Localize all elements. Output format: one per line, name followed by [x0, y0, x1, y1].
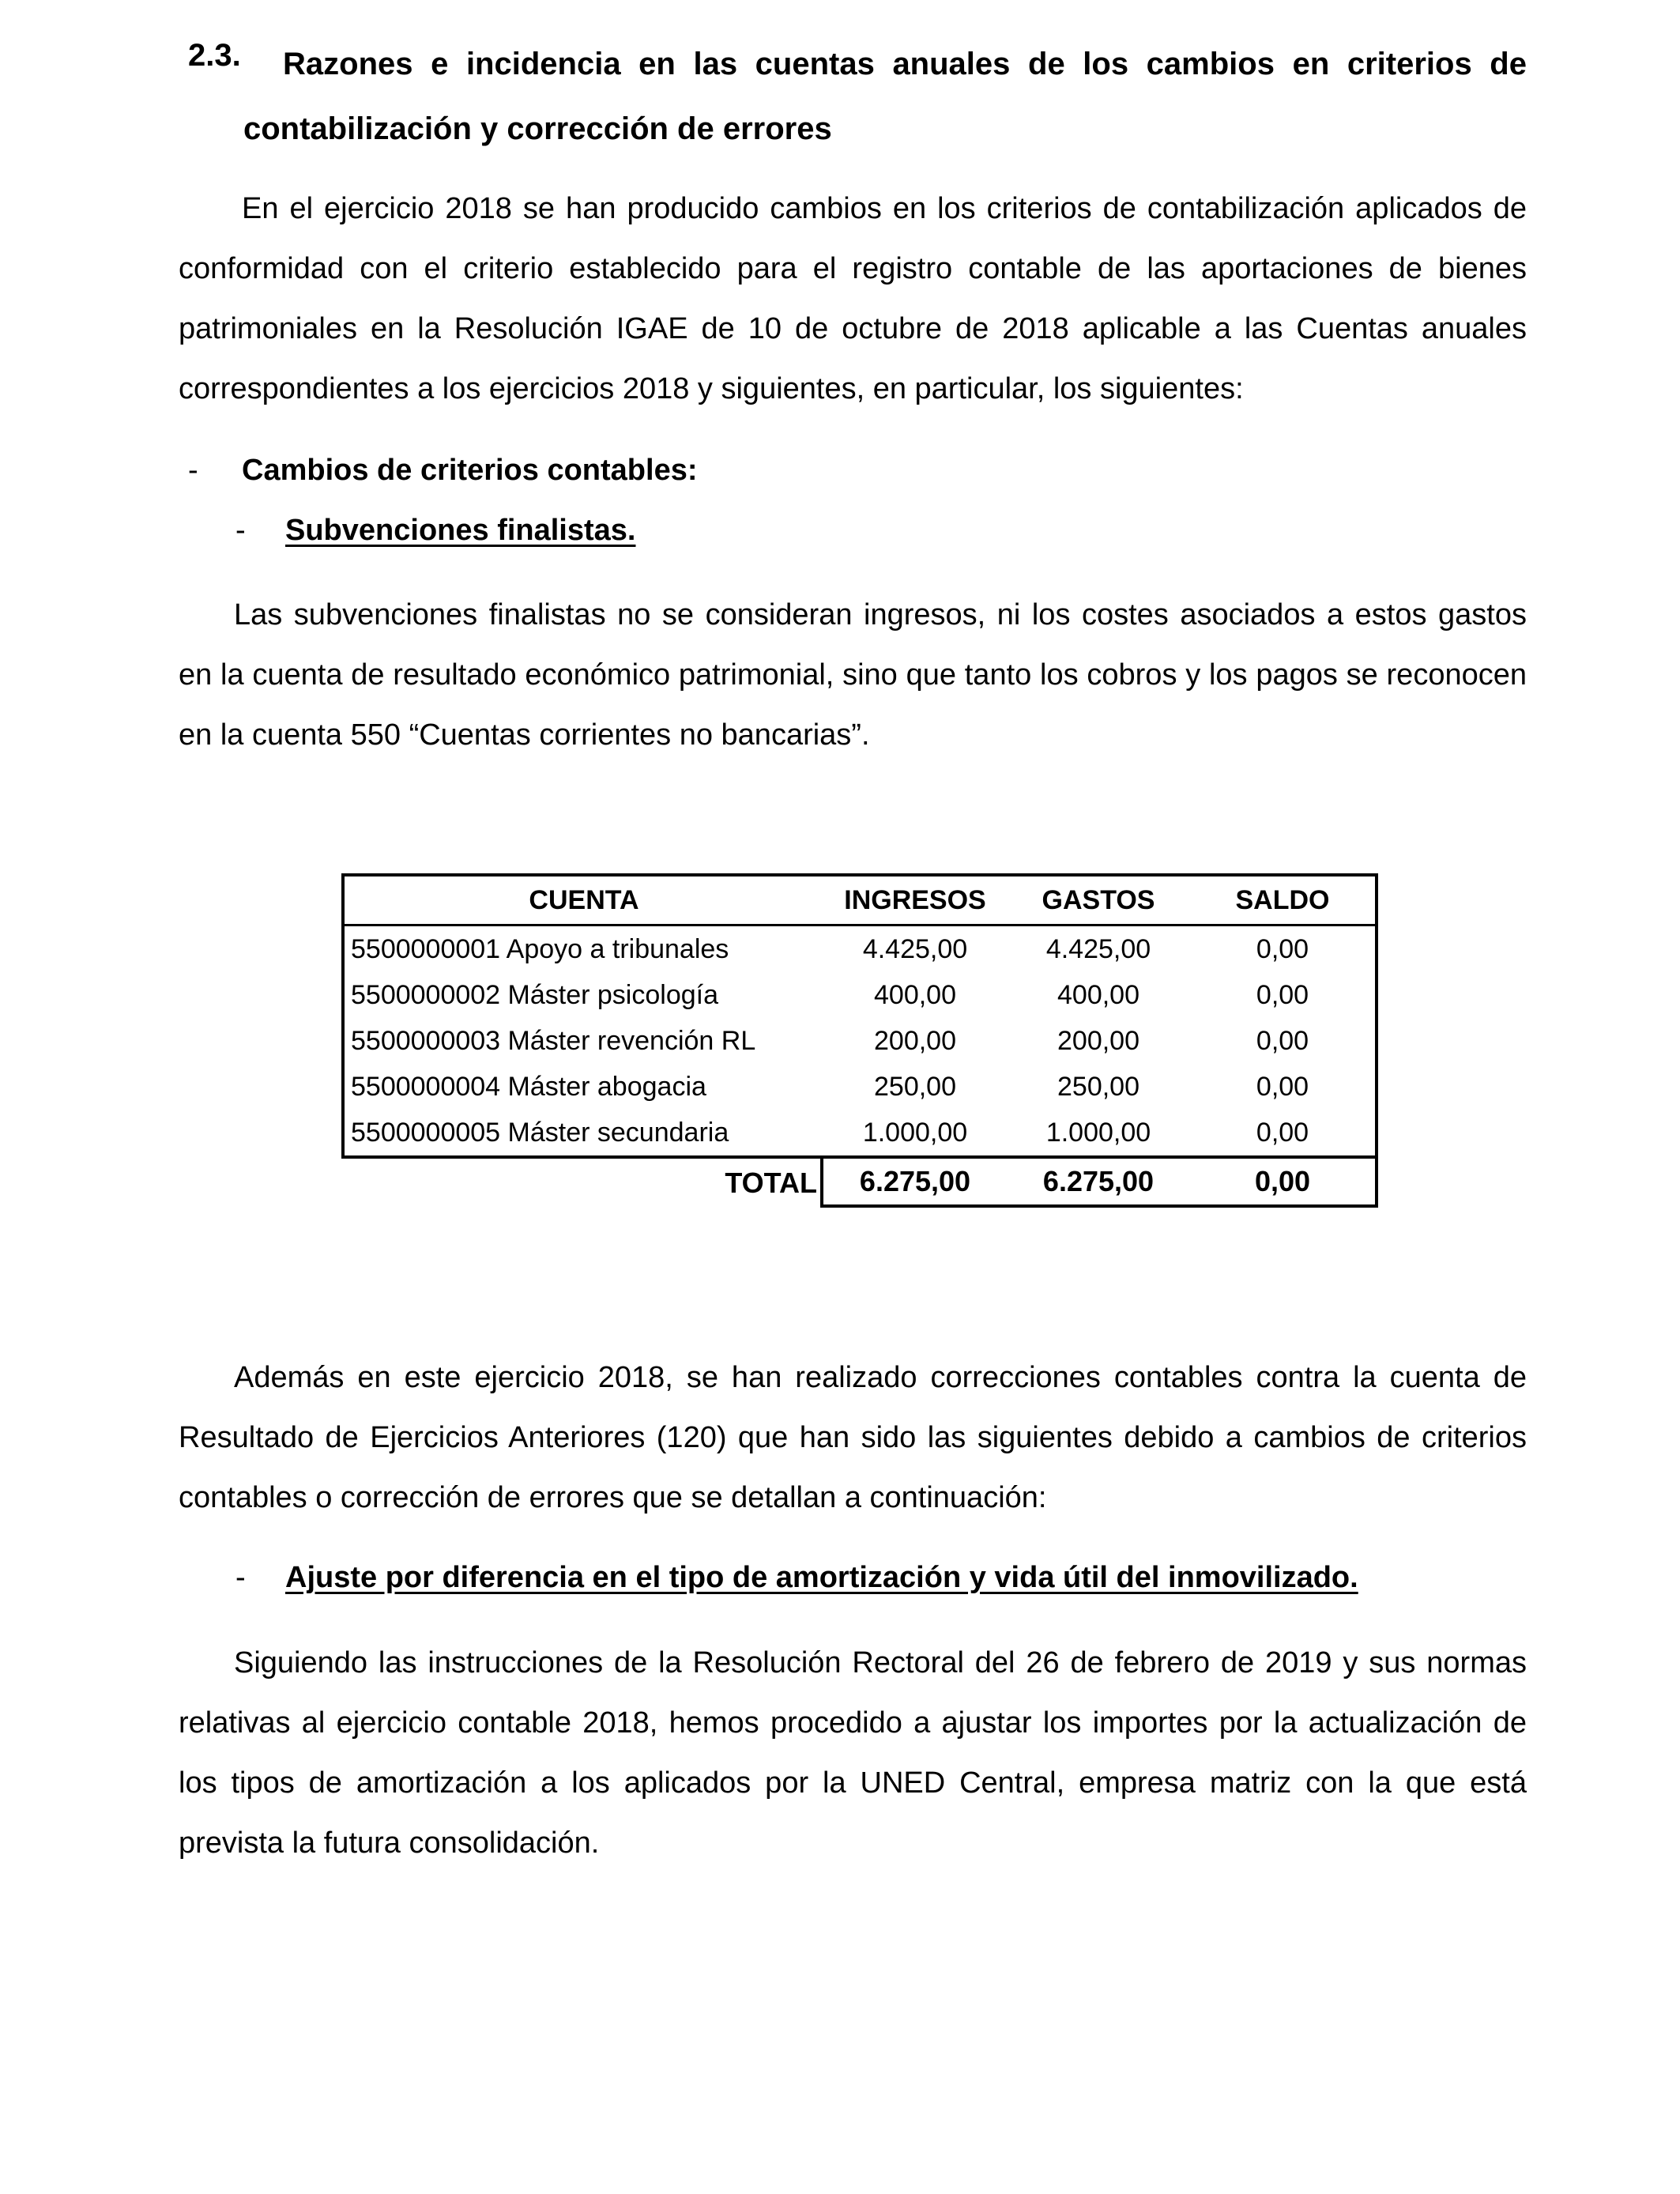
cell-cuenta: 5500000003 Máster revención RL	[351, 1025, 756, 1056]
cell-ingresos: 400,00	[874, 979, 956, 1010]
paragraph-correcciones: Además en este ejercicio 2018, se han realizado correcciones contables contra la cuenta de Resultado de Ejercicios Anteriores (120) que han sido las siguientes debido a cambios de criterios contables o corrección de errores que se detallan a continuación:	[179, 1361, 1527, 1514]
bullet-marker-ajuste: -	[235, 1561, 246, 1594]
cell-gastos: 1.000,00	[1045, 1117, 1151, 1148]
cell-cuenta: 5500000002 Máster psicología	[351, 979, 718, 1010]
table-row	[345, 1018, 1375, 1064]
cell-cuenta: 5500000004 Máster abogacia	[351, 1071, 706, 1102]
cell-gastos: 200,00	[1057, 1025, 1139, 1056]
header-ingresos: INGRESOS	[844, 884, 986, 915]
cell-saldo: 0,00	[1256, 1071, 1309, 1102]
table-grid	[341, 873, 1378, 1159]
cell-saldo: 0,00	[1256, 1025, 1309, 1056]
cell-gastos: 400,00	[1057, 979, 1139, 1010]
cell-ingresos: 250,00	[874, 1071, 956, 1102]
bullet-ajuste-amortizacion: Ajuste por diferencia en el tipo de amortización y vida útil del inmovilizado.	[285, 1561, 1358, 1594]
cell-ingresos: 1.000,00	[862, 1117, 968, 1148]
bullet-marker-subvenciones: -	[235, 514, 246, 547]
table-row	[345, 926, 1375, 972]
paragraph-criterios: En el ejercicio 2018 se han producido cambios en los criterios de contabilización aplicados de conformidad con el criterio establecido para el registro contable de las aportaciones de bienes patrimoniales en la Resolución IGAE de 10 de octubre de 2018 aplicable a las Cuentas anuales correspondientes a los ejercicios 2018 y siguientes, en particular, los siguientes:	[179, 192, 1527, 405]
section-title	[243, 32, 1527, 161]
header-cuenta: CUENTA	[529, 884, 639, 915]
header-saldo: SALDO	[1235, 884, 1330, 915]
total-ingresos: 6.275,00	[859, 1165, 971, 1197]
table-row	[345, 1110, 1375, 1155]
cell-saldo: 0,00	[1256, 1117, 1309, 1148]
total-saldo: 0,00	[1254, 1165, 1311, 1197]
cell-ingresos: 4.425,00	[862, 933, 968, 964]
paragraph-resolucion-rectoral: Siguiendo las instrucciones de la Resolución Rectoral del 26 de febrero de 2019 y sus normas relativas al ejercicio contable 2018, hemos procedido a ajustar los importes por la actualización de los tipos de amortización a los aplicados por la UNED Central, empresa matriz con la que está prevista la futura consolidación.	[179, 1646, 1527, 1860]
subvenciones-table	[341, 873, 1378, 1208]
table-total-row	[341, 1159, 1378, 1208]
header-gastos: GASTOS	[1042, 884, 1155, 915]
table-header-row	[345, 876, 1375, 926]
section-title-line1: Razones e incidencia en las cuentas anuales de los cambios en criterios de	[283, 47, 1527, 81]
paragraph-subvenciones: Las subvenciones finalistas no se consideran ingresos, ni los costes asociados a estos gastos en la cuenta de resultado económico patrimonial, sino que tanto los cobros y los pagos se reconocen en la cuenta 550 “Cuentas corrientes no bancarias”.	[179, 598, 1527, 752]
cell-gastos: 4.425,00	[1045, 933, 1151, 964]
cell-saldo: 0,00	[1256, 979, 1309, 1010]
total-box	[820, 1159, 1378, 1208]
section-title-line2: contabilización y corrección de errores	[243, 111, 832, 146]
cell-saldo: 0,00	[1256, 933, 1309, 964]
bullet-cambios-criterios: Cambios de criterios contables:	[242, 454, 698, 487]
bullet-marker-cambios: -	[188, 454, 198, 487]
bullet-subvenciones-finalistas: Subvenciones finalistas.	[285, 514, 636, 547]
cell-gastos: 250,00	[1057, 1071, 1139, 1102]
section-number: 2.3.	[188, 38, 241, 73]
table-row	[345, 1064, 1375, 1110]
total-gastos: 6.275,00	[1042, 1165, 1155, 1197]
total-label: TOTAL	[725, 1167, 817, 1199]
cell-cuenta: 5500000001 Apoyo a tribunales	[351, 933, 729, 964]
cell-cuenta: 5500000005 Máster secundaria	[351, 1117, 729, 1148]
cell-ingresos: 200,00	[874, 1025, 956, 1056]
table-row	[345, 972, 1375, 1018]
